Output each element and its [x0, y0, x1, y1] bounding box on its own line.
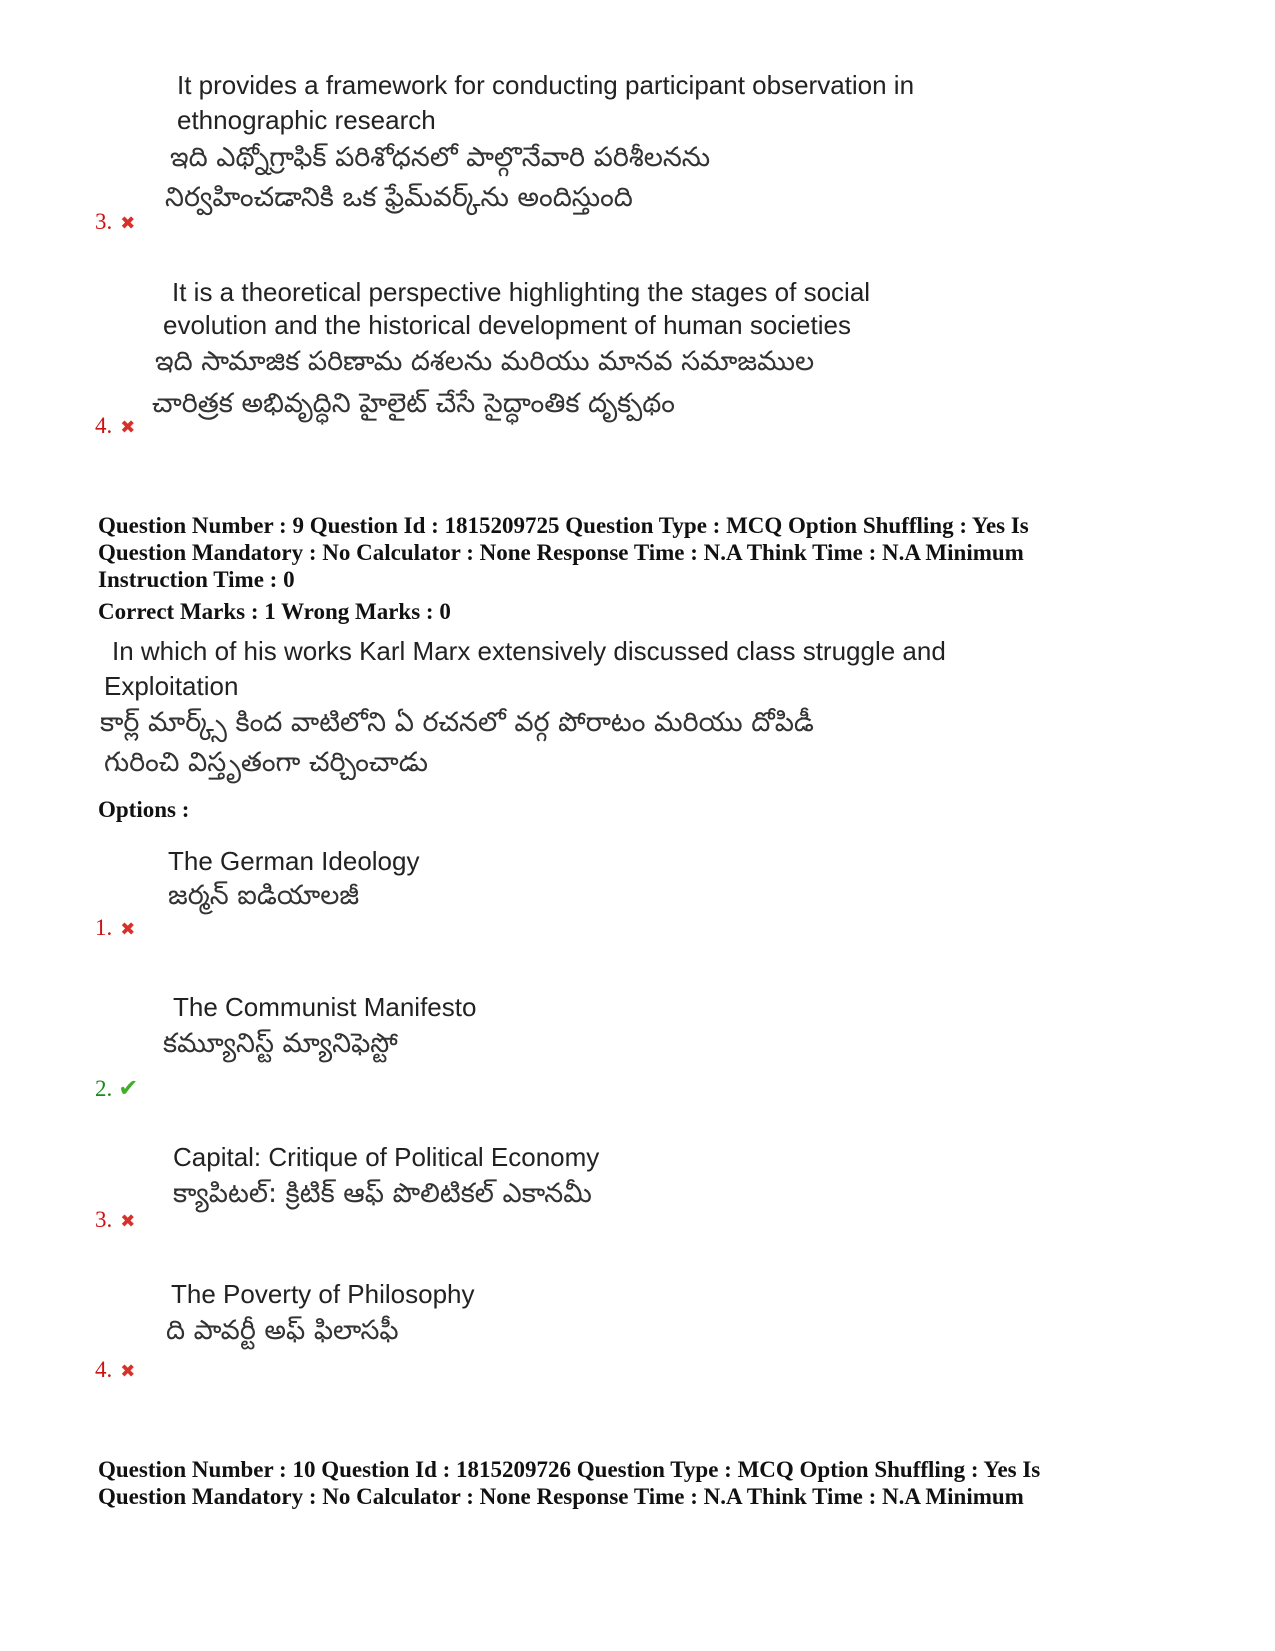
- prev-option-4-text-en-line1: It is a theoretical perspective highlighting the stages of social: [172, 277, 871, 307]
- question-9-text-te-line2: గురించి విస్తృతంగా చర్చించాడు: [104, 747, 429, 778]
- option-2-text-en: The Communist Manifesto: [173, 992, 477, 1022]
- option-1-text-en: The German Ideology: [168, 846, 420, 876]
- question-9-meta-line1: Question Number : 9 Question Id : 1815209725 Question Type : MCQ Option Shuffling : Yes Is: [98, 513, 1029, 538]
- option-3-marker: [95, 1207, 135, 1235]
- cross-icon: ✖: [120, 919, 136, 940]
- option-number: 4.: [95, 1357, 113, 1382]
- prev-option-4-marker: [95, 413, 135, 441]
- question-10-meta-line1: Question Number : 10 Question Id : 1815209726 Question Type : MCQ Option Shuffling : Yes Is: [98, 1457, 1041, 1482]
- question-9-text-en-line2: Exploitation: [104, 671, 239, 701]
- question-9-meta-line2: Question Mandatory : No Calculator : None Response Time : N.A Think Time : N.A Minimum: [98, 540, 1024, 565]
- question-9-text-en-line1: In which of his works Karl Marx extensively discussed class struggle and: [112, 636, 946, 666]
- cross-icon: ✖: [120, 1211, 136, 1232]
- option-2-text-te: కమ్యూనిస్ట్ మ్యానిఫెస్టో: [163, 1028, 398, 1059]
- prev-option-3-text-en-line1: It provides a framework for conducting participant observation in: [177, 70, 915, 100]
- option-number: 1.: [95, 915, 113, 940]
- cross-icon: ✖: [120, 213, 136, 234]
- option-2-marker: [95, 1075, 138, 1102]
- option-3-text-te: క్యాపిటల్: క్రిటిక్ ఆఫ్ పొలిటికల్ ఎకానమీ: [173, 1178, 592, 1209]
- prev-option-4-text-te-line1: ఇది సామాజిక పరిణామ దశలను మరియు మానవ సమాజముల: [155, 346, 815, 377]
- prev-option-3-text-te-line1: ఇది ఎథ్నోగ్రాఫిక్ పరిశోధనలో పాల్గొనేవారి పరిశీలనను: [170, 142, 711, 173]
- question-9-meta-line3: Instruction Time : 0: [98, 567, 295, 592]
- options-label: Options :: [98, 797, 190, 822]
- option-4-text-en: The Poverty of Philosophy: [171, 1279, 475, 1309]
- check-icon: ✔: [118, 1074, 139, 1102]
- option-4-text-te: ది పావర్టీ అఫ్ ఫిలాసఫీ: [166, 1315, 399, 1346]
- cross-icon: ✖: [120, 417, 136, 438]
- option-number: 2.: [95, 1076, 113, 1101]
- question-9-text-te-line1: కార్ల్ మార్క్స్ కింద వాటిలోని ఏ రచనలో వర్గ పోరాటం మరియు దోపిడీ: [100, 707, 814, 738]
- option-1-marker: [95, 915, 135, 943]
- option-number: 3.: [95, 209, 113, 234]
- question-10-meta-line2: Question Mandatory : No Calculator : None Response Time : N.A Think Time : N.A Minimum: [98, 1484, 1024, 1509]
- option-number: 4.: [95, 413, 113, 438]
- prev-option-3-marker: [95, 209, 135, 237]
- prev-option-4-text-en-line2: evolution and the historical development of human societies: [163, 310, 851, 340]
- prev-option-3-text-en-line2: ethnographic research: [177, 105, 436, 135]
- option-number: 3.: [95, 1207, 113, 1232]
- option-1-text-te: జర్మన్ ఐడియాలజీ: [168, 880, 360, 911]
- option-3-text-en: Capital: Critique of Political Economy: [173, 1142, 600, 1172]
- cross-icon: ✖: [120, 1361, 136, 1382]
- prev-option-4-text-te-line2: చారిత్రక అభివృద్ధిని హైలైట్ చేసే సైద్ధాంతిక దృక్పథం: [152, 388, 675, 419]
- question-9-marks: Correct Marks : 1 Wrong Marks : 0: [98, 599, 451, 624]
- option-4-marker: [95, 1357, 135, 1385]
- prev-option-3-text-te-line2: నిర్వహించడానికి ఒక ఫ్రేమ్‌వర్క్‌ను అందిస్తుంది: [165, 182, 633, 213]
